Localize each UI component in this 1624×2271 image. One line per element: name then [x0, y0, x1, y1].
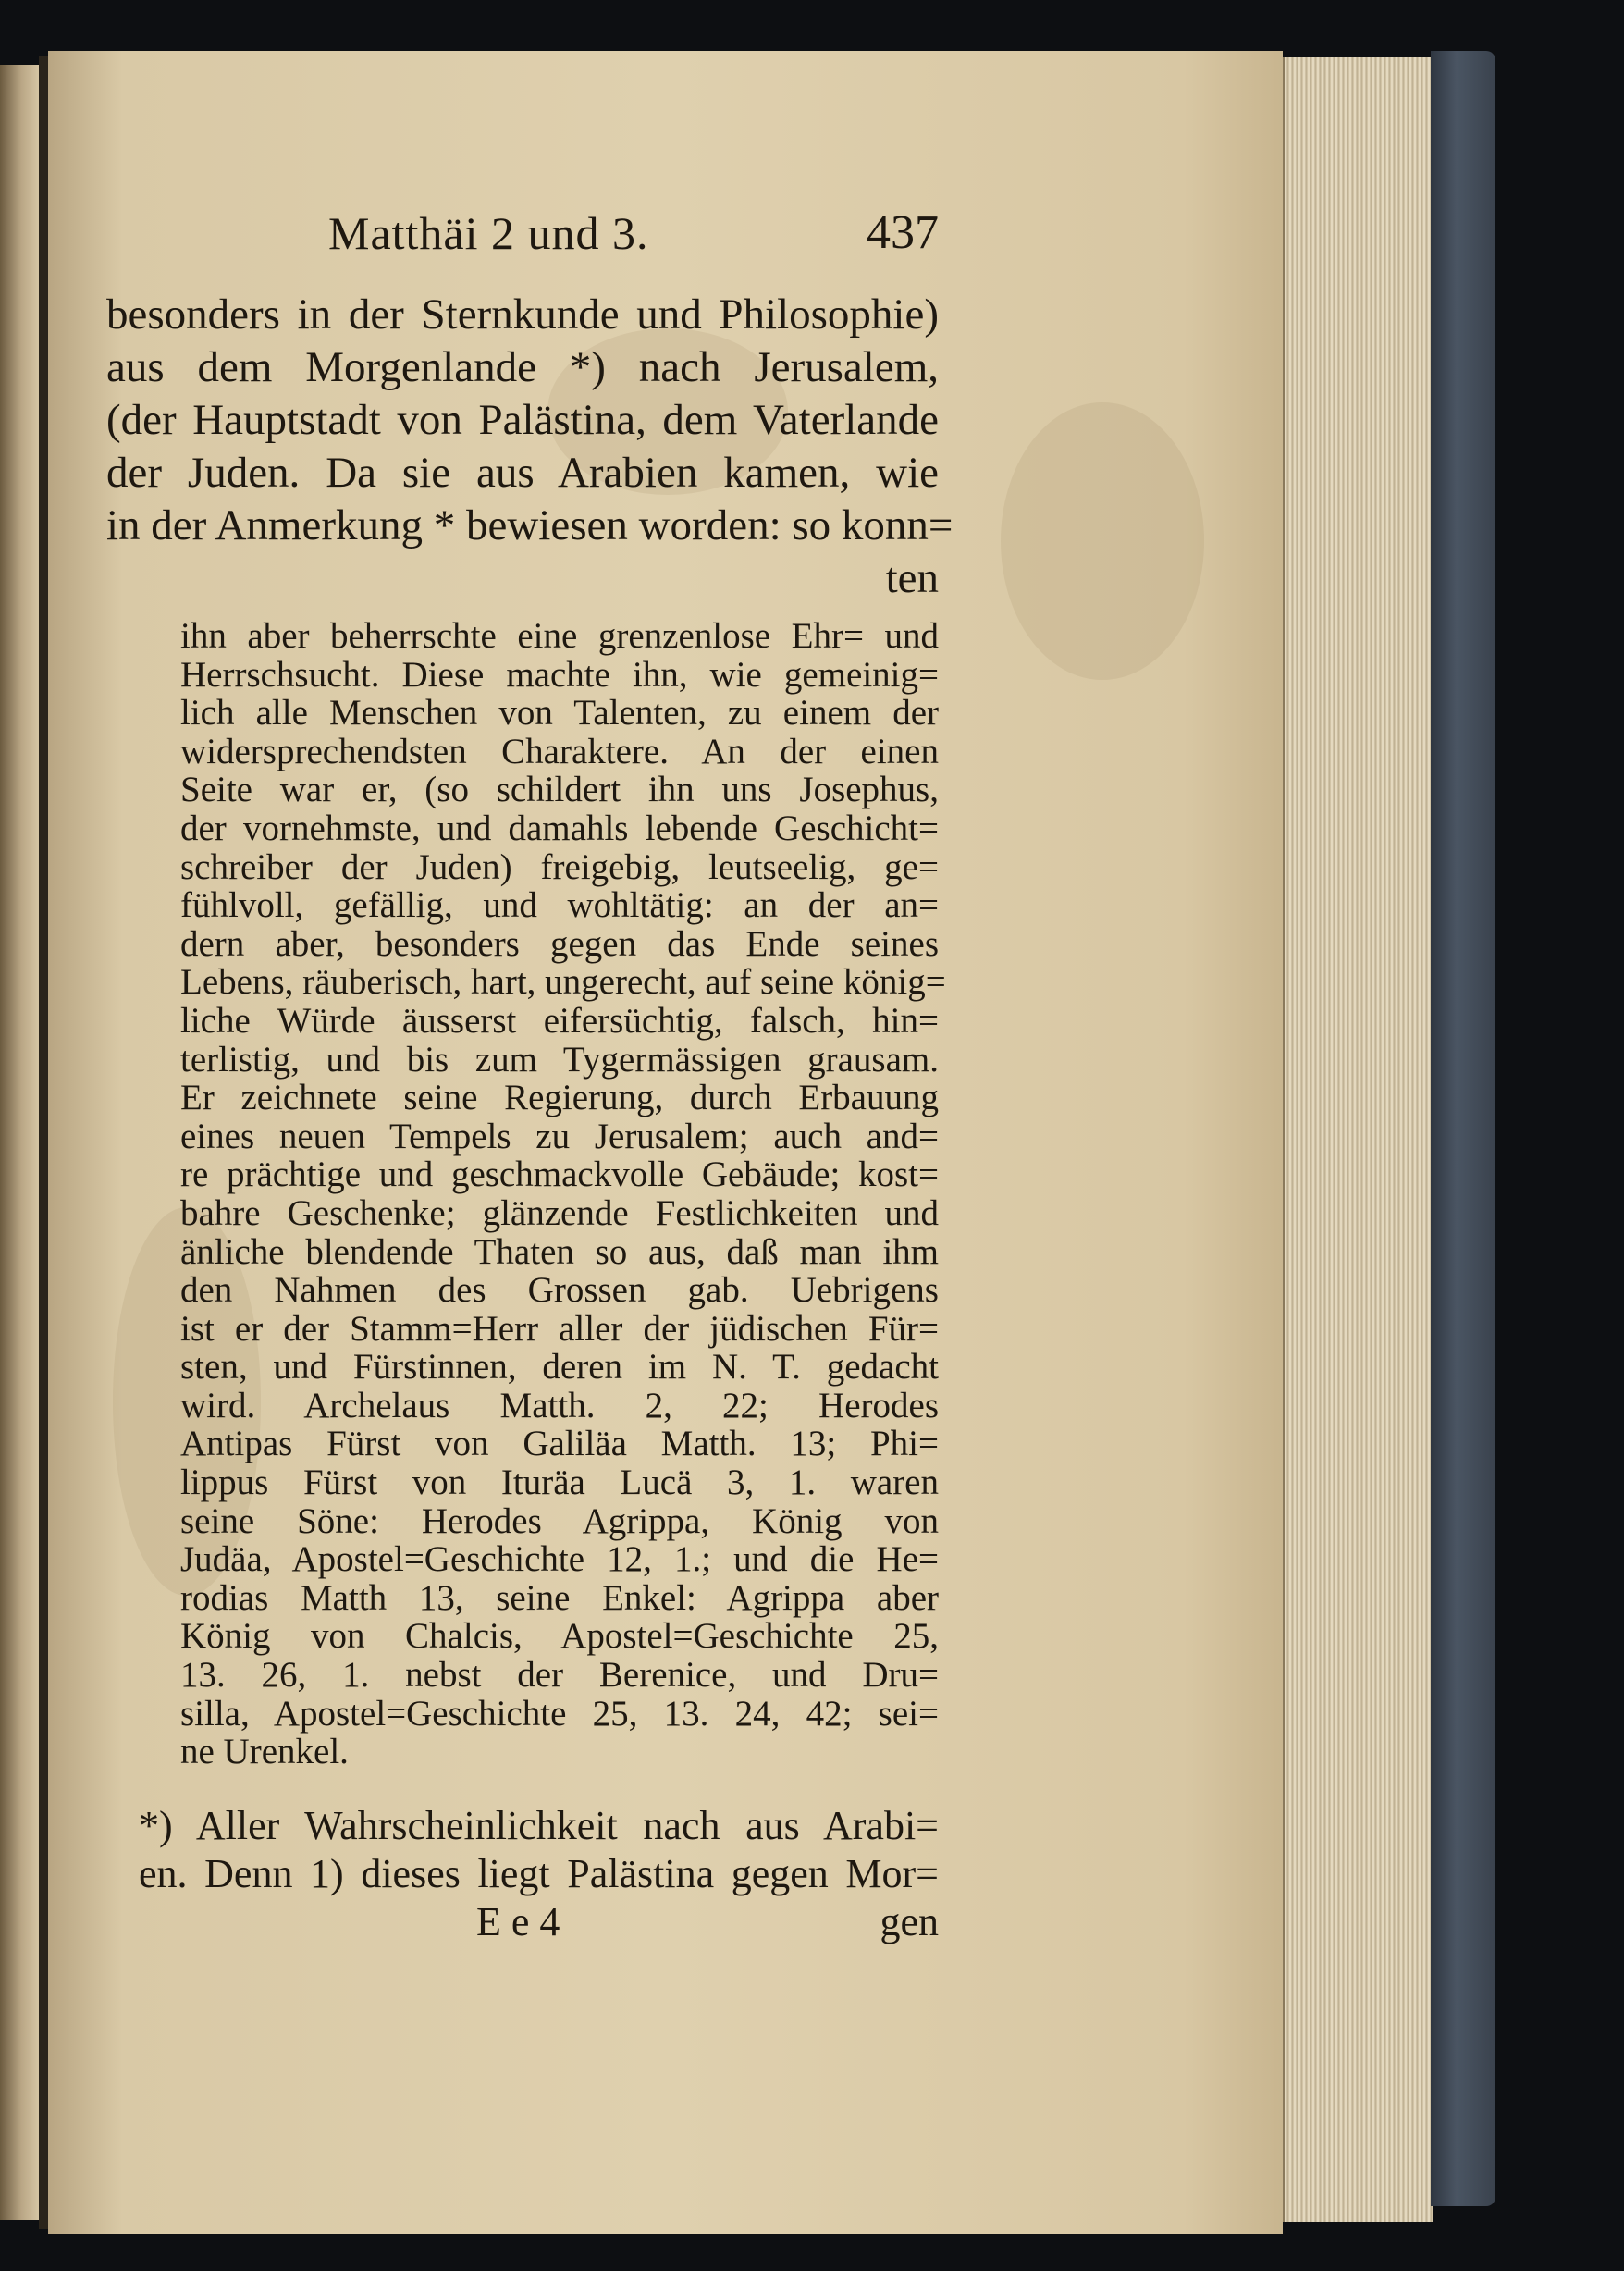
commentary-line: re prächtige und geschmackvolle Gebäude; kost= — [180, 1154, 939, 1195]
commentary-line: König von Chalcis, Apostel=Geschichte 25, — [180, 1616, 939, 1657]
commentary-line: Herrschsucht. Diese machte ihn, wie gemeinig= — [180, 654, 939, 695]
text-line: in der Anmerkung * bewiesen worden: so konn= — [106, 501, 953, 549]
commentary-line: Lebens, räuberisch, hart, ungerecht, auf seine könig= — [180, 962, 946, 1003]
text-line: (der Hauptstadt von Palästina, dem Vaterlande — [106, 396, 939, 444]
footnote-block — [139, 1802, 939, 1898]
commentary-line: silla, Apostel=Geschichte 25, 13. 24, 42; sei= — [180, 1693, 939, 1734]
commentary-line: seine Söne: Herodes Agrippa, König von — [180, 1500, 939, 1541]
catchword: gen — [880, 1899, 939, 1944]
book-gutter — [39, 56, 48, 2229]
commentary-line: bahre Geschenke; glänzende Festlichkeiten und — [180, 1192, 939, 1233]
commentary-line: fühlvoll, gefällig, und wohltätig: an der an= — [180, 885, 939, 926]
commentary-line: Antipas Fürst von Galiläa Matth. 13; Phi= — [180, 1424, 939, 1464]
facing-page-edge — [0, 65, 39, 2220]
text-line: aus dem Morgenlande *) nach Jerusalem, — [106, 343, 939, 391]
commentary-line: ist er der Stamm=Herr aller der jüdischen Für= — [180, 1308, 939, 1349]
scan-border — [0, 0, 1624, 37]
page-number: 437 — [867, 206, 939, 259]
commentary-line: liche Würde äusserst eifersüchtig, falsch, hin= — [180, 1000, 939, 1041]
commentary-line: lich alle Menschen von Talenten, zu einem der — [180, 693, 939, 734]
commentary-line: wird. Archelaus Matth. 2, 22; Herodes — [180, 1385, 939, 1426]
commentary-line: schreiber der Juden) freigebig, leutseelig, ge= — [180, 846, 939, 887]
page-footer — [139, 1898, 939, 1946]
commentary-line: dern aber, besonders gegen das Ende seines — [180, 923, 939, 964]
commentary-line: Seite war er, (so schildert ihn uns Josephus, — [180, 770, 939, 810]
commentary-line: änliche blendende Thaten so aus, daß man ihm — [180, 1231, 939, 1272]
main-text-block — [106, 289, 953, 605]
commentary-line: widersprechendsten Charaktere. An der einen — [180, 731, 939, 771]
page-header — [328, 204, 939, 263]
commentary-line: 13. 26, 1. nebst der Berenice, und Dru= — [180, 1655, 939, 1696]
commentary-line: der vornehmste, und damahls lebende Geschicht= — [180, 808, 939, 848]
commentary-line: Er zeichnete seine Regierung, durch Erbauung — [180, 1078, 939, 1118]
text-line: ten — [885, 554, 939, 602]
commentary-block — [180, 616, 946, 1772]
signature-mark: E e 4 — [476, 1899, 560, 1944]
commentary-line: den Nahmen des Grossen gab. Uebrigens — [180, 1270, 939, 1311]
commentary-line: ihn aber beherrschte eine grenzenlose Ehr= und — [180, 616, 939, 656]
commentary-line: lippus Fürst von Ituräa Lucä 3, 1. waren — [180, 1463, 939, 1503]
commentary-line: Judäa, Apostel=Geschichte 12, 1.; und die He= — [180, 1539, 939, 1580]
footnote-line: *) Aller Wahrscheinlichkeit nach aus Arabi= — [139, 1803, 939, 1848]
commentary-line: eines neuen Tempels zu Jerusalem; auch and= — [180, 1116, 939, 1156]
commentary-line: rodias Matth 13, seine Enkel: Agrippa aber — [180, 1577, 939, 1618]
commentary-line: terlistig, und bis zum Tygermässigen grausam. — [180, 1039, 939, 1080]
commentary-line: ne Urenkel. — [180, 1732, 349, 1772]
page-stain — [1001, 402, 1204, 680]
commentary-line: sten, und Fürstinnen, deren im N. T. gedacht — [180, 1347, 939, 1388]
text-line: besonders in der Sternkunde und Philosophie) — [106, 290, 939, 339]
footnote-line: en. Denn 1) dieses liegt Palästina gegen Mor= — [139, 1851, 939, 1896]
page-edges — [1283, 57, 1433, 2222]
running-head: Matthäi 2 und 3. — [328, 207, 649, 259]
book-cover-edge — [1431, 51, 1495, 2206]
text-line: der Juden. Da sie aus Arabien kamen, wie — [106, 449, 939, 497]
